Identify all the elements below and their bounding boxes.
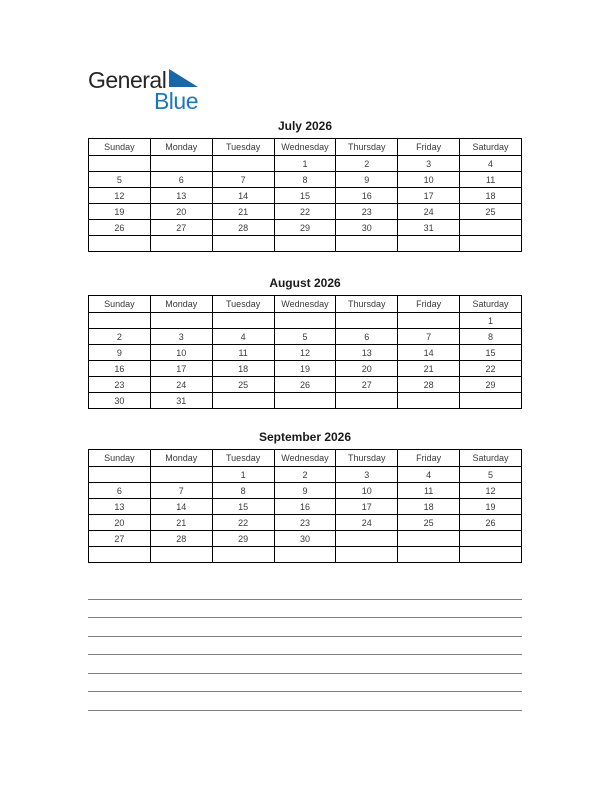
day-header-monday: Monday [150,450,212,467]
day-header-sunday: Sunday [89,139,151,156]
month-section-august-2026 [88,276,522,409]
week-row [89,188,522,204]
day-header-tuesday: Tuesday [212,139,274,156]
day-cell: 10 [398,172,460,188]
day-cell: 4 [212,329,274,345]
logo-text-general: General [88,67,167,93]
day-cell: 26 [460,515,522,531]
logo-text-blue: Blue [153,88,198,114]
week-row [89,236,522,252]
day-cell: 16 [274,499,336,515]
day-cell: 17 [336,499,398,515]
day-cell: 1 [212,467,274,483]
logo [88,68,198,113]
day-cell: 14 [212,188,274,204]
day-cell: 23 [274,515,336,531]
empty-day-cell [89,547,151,563]
empty-day-cell [274,313,336,329]
day-cell: 4 [460,156,522,172]
day-cell: 27 [150,220,212,236]
week-row [89,156,522,172]
day-header-wednesday: Wednesday [274,296,336,313]
day-cell: 22 [274,204,336,220]
day-cell: 22 [460,361,522,377]
calendar-table-august-2026 [88,295,522,409]
day-cell: 1 [460,313,522,329]
empty-day-cell [336,547,398,563]
day-cell: 18 [212,361,274,377]
week-row [89,377,522,393]
day-cell: 22 [212,515,274,531]
day-header-monday: Monday [150,296,212,313]
calendar-table-september-2026 [88,449,522,563]
empty-day-cell [150,156,212,172]
empty-day-cell [150,547,212,563]
empty-day-cell [212,156,274,172]
day-cell: 15 [274,188,336,204]
day-cell: 24 [150,377,212,393]
day-cell: 13 [89,499,151,515]
day-header-friday: Friday [398,139,460,156]
week-row [89,515,522,531]
day-cell: 2 [274,467,336,483]
day-cell: 19 [460,499,522,515]
day-cell: 5 [89,172,151,188]
month-title-september-2026: September 2026 [258,430,352,444]
day-cell: 7 [150,483,212,499]
empty-day-cell [212,393,274,409]
day-cell: 16 [336,188,398,204]
day-cell: 2 [336,156,398,172]
day-cell: 29 [212,531,274,547]
day-cell: 15 [460,345,522,361]
empty-day-cell [336,393,398,409]
day-cell: 17 [150,361,212,377]
empty-day-cell [150,236,212,252]
day-header-friday: Friday [398,296,460,313]
month-title-august-2026: August 2026 [269,276,341,290]
day-cell: 8 [274,172,336,188]
note-line [88,655,522,674]
empty-day-cell [89,236,151,252]
week-row [89,172,522,188]
notes-area [88,581,522,711]
day-cell: 3 [398,156,460,172]
day-cell: 8 [460,329,522,345]
day-cell: 28 [398,377,460,393]
week-row [89,547,522,563]
empty-day-cell [150,467,212,483]
empty-day-cell [89,313,151,329]
day-cell: 5 [274,329,336,345]
day-header-tuesday: Tuesday [212,450,274,467]
day-header-sunday: Sunday [89,450,151,467]
day-header-wednesday: Wednesday [274,450,336,467]
empty-day-cell [398,531,460,547]
day-header-saturday: Saturday [460,296,522,313]
day-cell: 31 [150,393,212,409]
day-header-thursday: Thursday [336,450,398,467]
day-cell: 19 [274,361,336,377]
day-cell: 29 [274,220,336,236]
day-cell: 11 [212,345,274,361]
empty-day-cell [274,393,336,409]
empty-day-cell [212,236,274,252]
empty-day-cell [336,531,398,547]
day-header-wednesday: Wednesday [274,139,336,156]
day-header-thursday: Thursday [336,139,398,156]
empty-day-cell [460,236,522,252]
empty-day-cell [460,393,522,409]
empty-day-cell [89,467,151,483]
empty-day-cell [460,220,522,236]
day-header-row [89,296,522,313]
day-cell: 16 [89,361,151,377]
day-cell: 20 [336,361,398,377]
day-header-row [89,139,522,156]
day-cell: 14 [150,499,212,515]
day-cell: 7 [398,329,460,345]
day-cell: 11 [398,483,460,499]
day-cell: 30 [336,220,398,236]
week-row [89,467,522,483]
day-cell: 3 [336,467,398,483]
day-cell: 13 [336,345,398,361]
calendar-table-july-2026 [88,138,522,252]
day-cell: 25 [212,377,274,393]
day-cell: 9 [274,483,336,499]
empty-day-cell [336,313,398,329]
day-cell: 18 [398,499,460,515]
logo-triangle-icon [169,69,198,87]
week-row [89,361,522,377]
week-row [89,204,522,220]
day-cell: 30 [274,531,336,547]
day-cell: 12 [274,345,336,361]
empty-day-cell [336,236,398,252]
note-line [88,692,522,711]
day-cell: 17 [398,188,460,204]
day-header-sunday: Sunday [89,296,151,313]
empty-day-cell [398,393,460,409]
day-cell: 6 [150,172,212,188]
day-cell: 26 [89,220,151,236]
week-row [89,313,522,329]
day-cell: 31 [398,220,460,236]
week-row [89,329,522,345]
week-row [89,499,522,515]
day-cell: 27 [336,377,398,393]
day-cell: 21 [212,204,274,220]
day-cell: 13 [150,188,212,204]
month-section-september-2026 [88,430,522,563]
day-cell: 28 [150,531,212,547]
day-cell: 9 [336,172,398,188]
day-cell: 25 [398,515,460,531]
week-row [89,345,522,361]
note-line [88,600,522,619]
day-header-thursday: Thursday [336,296,398,313]
day-cell: 14 [398,345,460,361]
note-line [88,581,522,600]
day-cell: 1 [274,156,336,172]
day-header-monday: Monday [150,139,212,156]
day-cell: 5 [460,467,522,483]
day-cell: 6 [89,483,151,499]
week-row [89,220,522,236]
day-cell: 23 [89,377,151,393]
empty-day-cell [398,547,460,563]
empty-day-cell [460,547,522,563]
day-cell: 21 [398,361,460,377]
day-cell: 27 [89,531,151,547]
note-line [88,674,522,693]
day-cell: 26 [274,377,336,393]
day-cell: 3 [150,329,212,345]
day-cell: 20 [89,515,151,531]
day-header-saturday: Saturday [460,450,522,467]
day-cell: 12 [89,188,151,204]
day-cell: 24 [336,515,398,531]
empty-day-cell [274,236,336,252]
empty-day-cell [212,547,274,563]
empty-day-cell [398,313,460,329]
day-cell: 9 [89,345,151,361]
empty-day-cell [274,547,336,563]
day-cell: 7 [212,172,274,188]
day-cell: 10 [336,483,398,499]
day-cell: 15 [212,499,274,515]
day-header-saturday: Saturday [460,139,522,156]
day-cell: 4 [398,467,460,483]
week-row [89,483,522,499]
day-cell: 23 [336,204,398,220]
day-cell: 18 [460,188,522,204]
week-row [89,393,522,409]
empty-day-cell [460,531,522,547]
note-line [88,637,522,656]
day-cell: 30 [89,393,151,409]
month-section-july-2026 [88,119,522,252]
empty-day-cell [398,236,460,252]
day-header-row [89,450,522,467]
day-header-friday: Friday [398,450,460,467]
day-cell: 21 [150,515,212,531]
week-row [89,531,522,547]
empty-day-cell [89,156,151,172]
day-header-tuesday: Tuesday [212,296,274,313]
day-cell: 12 [460,483,522,499]
day-cell: 20 [150,204,212,220]
day-cell: 6 [336,329,398,345]
day-cell: 24 [398,204,460,220]
day-cell: 29 [460,377,522,393]
empty-day-cell [212,313,274,329]
day-cell: 2 [89,329,151,345]
day-cell: 10 [150,345,212,361]
day-cell: 25 [460,204,522,220]
day-cell: 11 [460,172,522,188]
month-title-july-2026: July 2026 [277,119,333,133]
day-cell: 19 [89,204,151,220]
day-cell: 28 [212,220,274,236]
note-line [88,618,522,637]
day-cell: 8 [212,483,274,499]
empty-day-cell [150,313,212,329]
